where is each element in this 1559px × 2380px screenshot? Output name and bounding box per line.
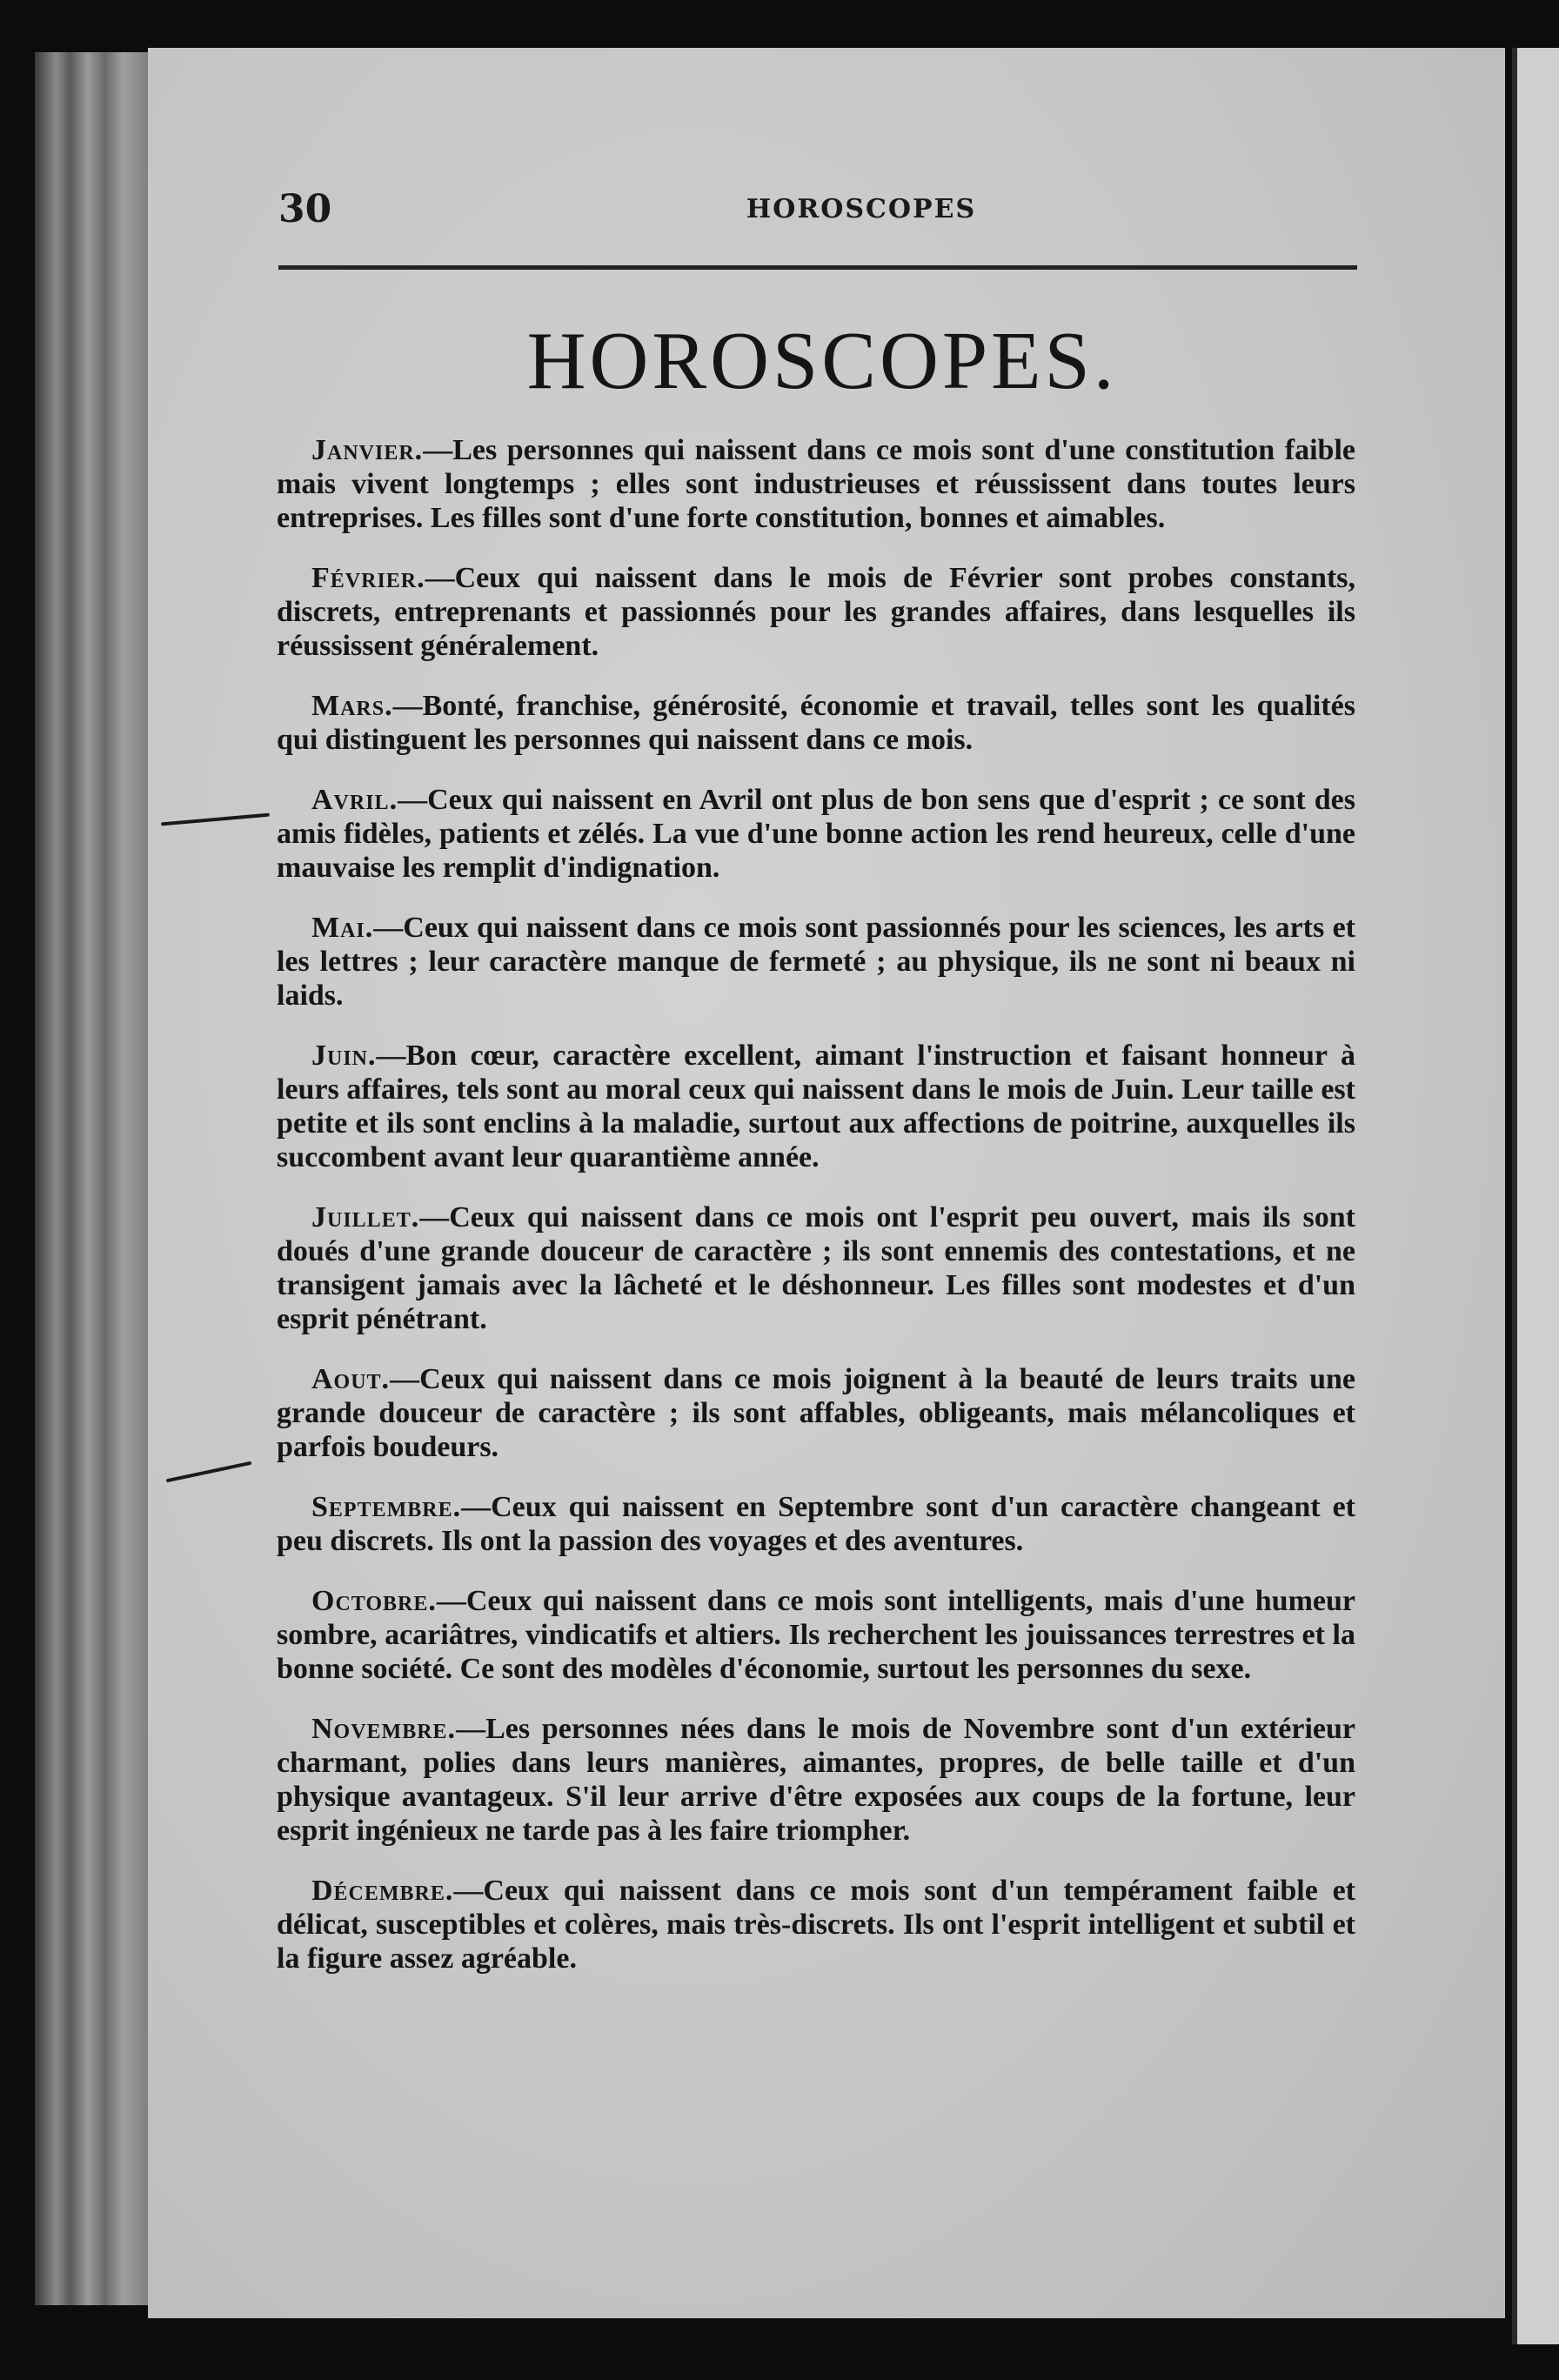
entry-text: —Ceux qui naissent dans ce mois sont passionnés pour les sciences, les arts et les lettres ; leur caractère manque de fermeté ; au physique, ils ne sont ni beaux ni laids. — [277, 912, 1355, 1012]
month-name: Aout. — [311, 1363, 391, 1395]
month-name: Février. — [311, 562, 425, 594]
entry-text: —Ceux qui naissent dans ce mois joignent à la beauté de leurs traits une grande douceur de caractère ; ils sont affables, obligeants, mais mélancoliques et parfois boudeurs. — [277, 1363, 1355, 1463]
entry-text: —Ceux qui naissent en Avril ont plus de bon sens que d'esprit ; ce sont des amis fidèles, patients et zélés. La vue d'une bonne action les rend heureux, celle d'une mauvaise les remplit d'indignation. — [277, 784, 1355, 884]
entry-juillet — [277, 1200, 1355, 1336]
entry-octobre — [277, 1584, 1355, 1686]
entry-mai — [277, 911, 1355, 1013]
month-name: Mars. — [311, 690, 393, 722]
running-title: HOROSCOPES — [746, 194, 977, 224]
entry-text: —Ceux qui naissent dans ce mois ont l'esprit peu ouvert, mais ils sont doués d'une grande douceur de caractère ; ils sont ennemis des contestations, et ne transigent jamais avec la lâcheté et le déshonneur. Les filles sont modestes et d'un esprit pénétrant. — [277, 1201, 1355, 1335]
entry-text: —Les personnes nées dans le mois de Novembre sont d'un extérieur charmant, polies dans leurs manières, aimantes, propres, de belle taille et d'un physique avantageux. S'il leur arrive d'être exposées aux coups de la fortune, leur esprit ingénieux ne tarde pas à les faire triompher. — [277, 1713, 1355, 1847]
entry-text: —Bonté, franchise, générosité, économie et travail, telles sont les qualités qui distinguent les personnes qui naissent dans ce mois. — [277, 690, 1355, 756]
month-name: Juillet. — [311, 1201, 420, 1233]
horoscope-entries — [277, 433, 1355, 2002]
entry-janvier — [277, 433, 1355, 535]
entry-juin — [277, 1039, 1355, 1174]
month-name: Juin. — [311, 1040, 377, 1072]
header-rule — [278, 265, 1357, 270]
facing-page-margin — [1512, 48, 1559, 2344]
month-name: Avril. — [311, 784, 398, 816]
month-name: Octobre. — [311, 1585, 437, 1617]
entry-avril — [277, 783, 1355, 885]
entry-fevrier — [277, 561, 1355, 663]
month-name: Mai. — [311, 912, 374, 944]
page-title: HOROSCOPES. — [526, 316, 1118, 406]
month-name: Janvier. — [311, 434, 424, 466]
entry-text: —Ceux qui naissent en Septembre sont d'un caractère changeant et peu discrets. Ils ont la passion des voyages et des aventures. — [277, 1491, 1355, 1557]
entry-text: —Ceux qui naissent dans le mois de Février sont probes constants, discrets, entreprenants et passionnés pour les grandes affaires, dans lesquelles ils réussissent généralement. — [277, 562, 1355, 662]
entry-aout — [277, 1362, 1355, 1464]
entry-text: —Bon cœur, caractère excellent, aimant l'instruction et faisant honneur à leurs affaires, tels sont au moral ceux qui naissent dans le mois de Juin. Leur taille est petite et ils sont enclins à la maladie, surtout aux affections de poitrine, auxquelles ils succombent avant leur quarantième année. — [277, 1040, 1355, 1173]
month-name: Septembre. — [311, 1491, 462, 1523]
entry-text: —Ceux qui naissent dans ce mois sont intelligents, mais d'une humeur sombre, acariâtres, vindicatifs et altiers. Ils recherchent les jouissances terrestres et la bonne société. Ce sont des modèles d'économie, surtout les personnes du sexe. — [277, 1585, 1355, 1685]
month-name: Décembre. — [311, 1875, 454, 1907]
entry-novembre — [277, 1712, 1355, 1848]
entry-text: —Les personnes qui naissent dans ce mois sont d'une constitution faible mais vivent longtemps ; elles sont industrieuses et réussissent dans toutes leurs entreprises. Les filles sont d'une forte constitution, bonnes et aimables. — [277, 434, 1355, 534]
book-page-edges — [35, 52, 152, 2305]
entry-septembre — [277, 1490, 1355, 1558]
running-header — [278, 187, 1444, 239]
page-number: 30 — [278, 187, 332, 231]
month-name: Novembre. — [311, 1713, 457, 1745]
entry-text: —Ceux qui naissent dans ce mois sont d'un tempérament faible et délicat, susceptibles et colères, mais très-discrets. Ils ont l'esprit intelligent et subtil et la figure assez agréable. — [277, 1875, 1355, 1975]
entry-decembre — [277, 1874, 1355, 1976]
entry-mars — [277, 689, 1355, 757]
